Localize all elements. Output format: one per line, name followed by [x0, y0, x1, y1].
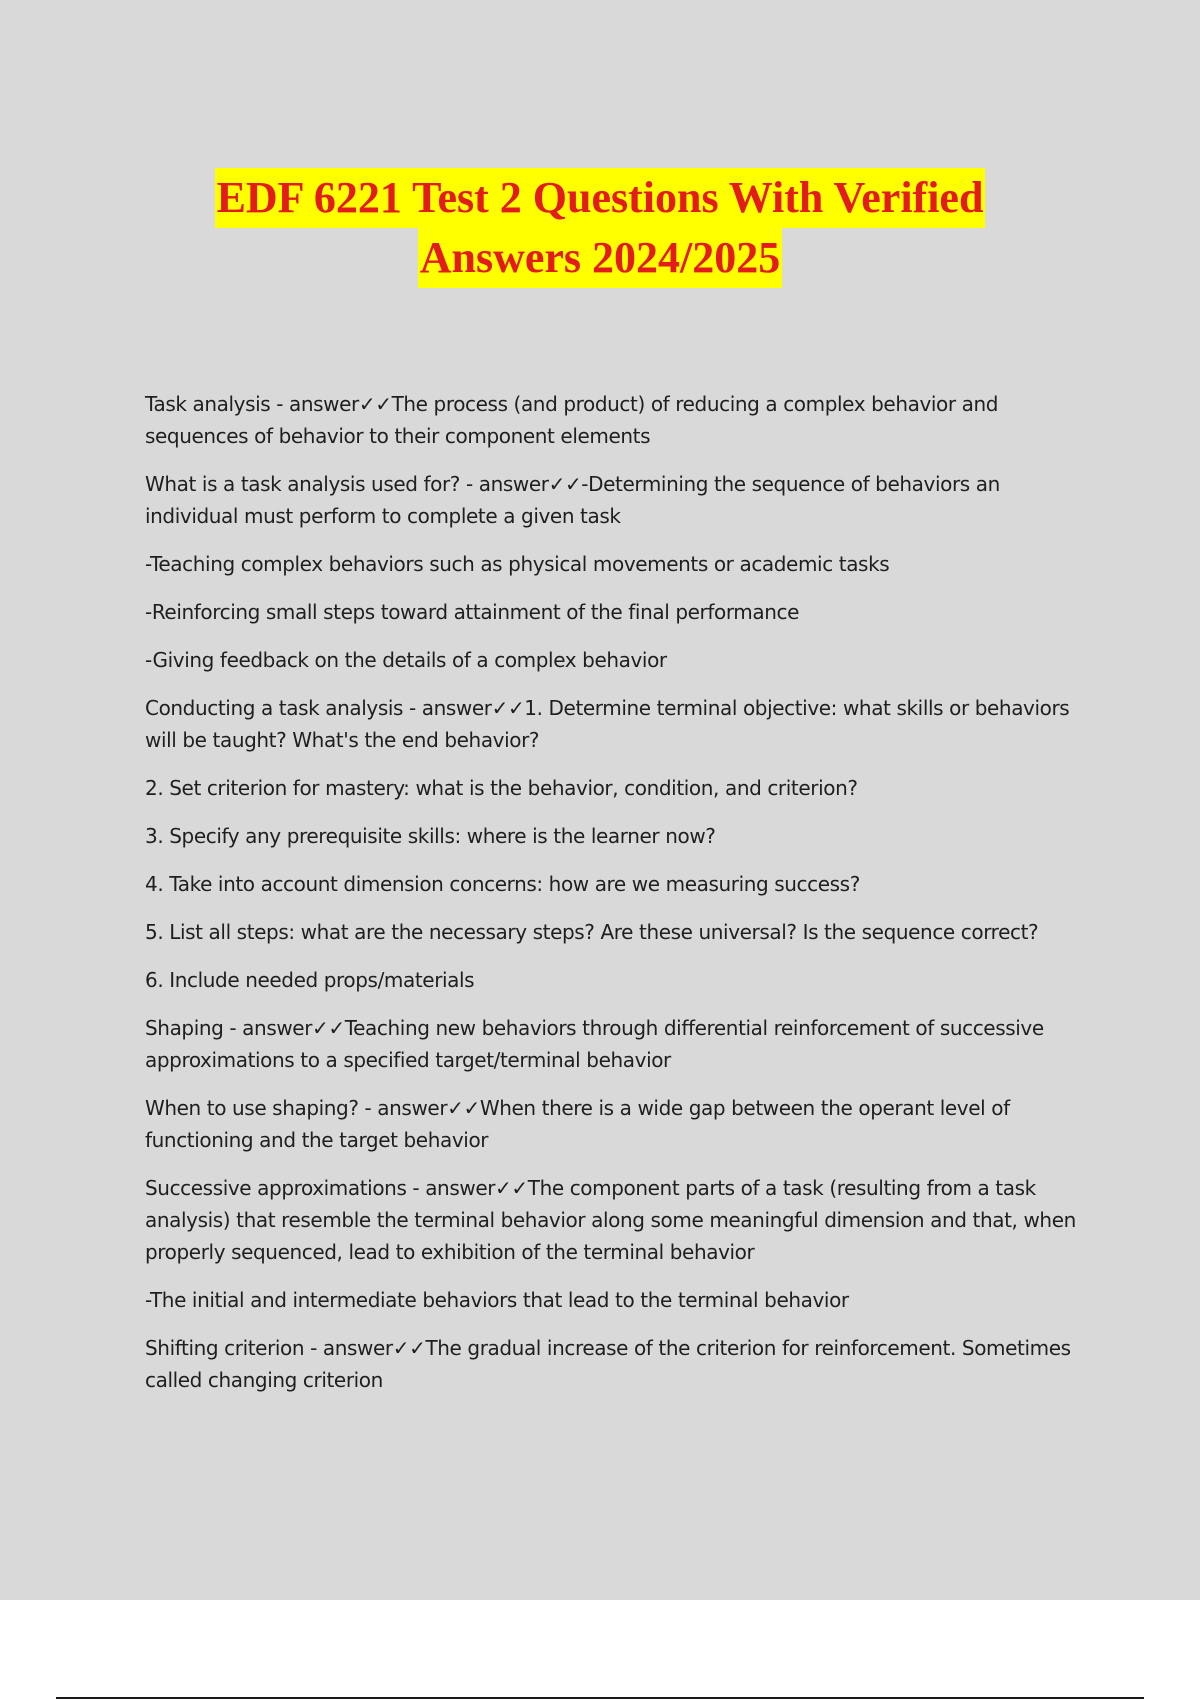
paragraph-shifting-criterion: Shifting criterion - answer✓✓The gradual increase of the criterion for reinforcement. Sometimes called changing criterion: [145, 1336, 1071, 1392]
paragraph-conducting-task-analysis: Conducting a task analysis - answer✓✓1. Determine terminal objective: what skills or behaviors will be taught? What's the end behavior?: [145, 696, 1070, 752]
title-line-2: Answers 2024/2025: [418, 228, 783, 288]
document-body: [145, 388, 1095, 1412]
title-line-1: EDF 6221 Test 2 Questions With Verified: [215, 168, 986, 228]
paragraph-step-2: 2. Set criterion for mastery: what is the behavior, condition, and criterion?: [145, 776, 858, 800]
paragraph-bullet-teaching: -Teaching complex behaviors such as physical movements or academic tasks: [145, 552, 890, 576]
paragraph-step-4: 4. Take into account dimension concerns: how are we measuring success?: [145, 872, 860, 896]
paragraph-step-3: 3. Specify any prerequisite skills: where is the learner now?: [145, 824, 716, 848]
paragraph-shaping: Shaping - answer✓✓Teaching new behaviors through differential reinforcement of successive approximations to a specified target/terminal behavior: [145, 1016, 1044, 1072]
document-title: [0, 168, 1200, 288]
paragraph-when-shaping: When to use shaping? - answer✓✓When there is a wide gap between the operant level of functioning and the target behavior: [145, 1096, 1010, 1152]
paragraph-bullet-reinforcing: -Reinforcing small steps toward attainment of the final performance: [145, 600, 800, 624]
footer-divider: [56, 1697, 1144, 1699]
paragraph-step-6: 6. Include needed props/materials: [145, 968, 475, 992]
paragraph-successive-approximations: Successive approximations - answer✓✓The component parts of a task (resulting from a task analysis) that resemble the terminal behavior along some meaningful dimension and that, when properly sequenced, lead to exhibition of the terminal behavior: [145, 1176, 1076, 1264]
paragraph-task-analysis: Task analysis - answer✓✓The process (and product) of reducing a complex behavior and sequences of behavior to their component elements: [145, 392, 999, 448]
paragraph-bullet-initial-behaviors: -The initial and intermediate behaviors that lead to the terminal behavior: [145, 1288, 849, 1312]
paragraph-task-analysis-use: What is a task analysis used for? - answer✓✓-Determining the sequence of behaviors an individual must perform to complete a given task: [145, 472, 1000, 528]
paragraph-bullet-feedback: -Giving feedback on the details of a complex behavior: [145, 648, 667, 672]
paragraph-step-5: 5. List all steps: what are the necessary steps? Are these universal? Is the sequence correct?: [145, 920, 1039, 944]
